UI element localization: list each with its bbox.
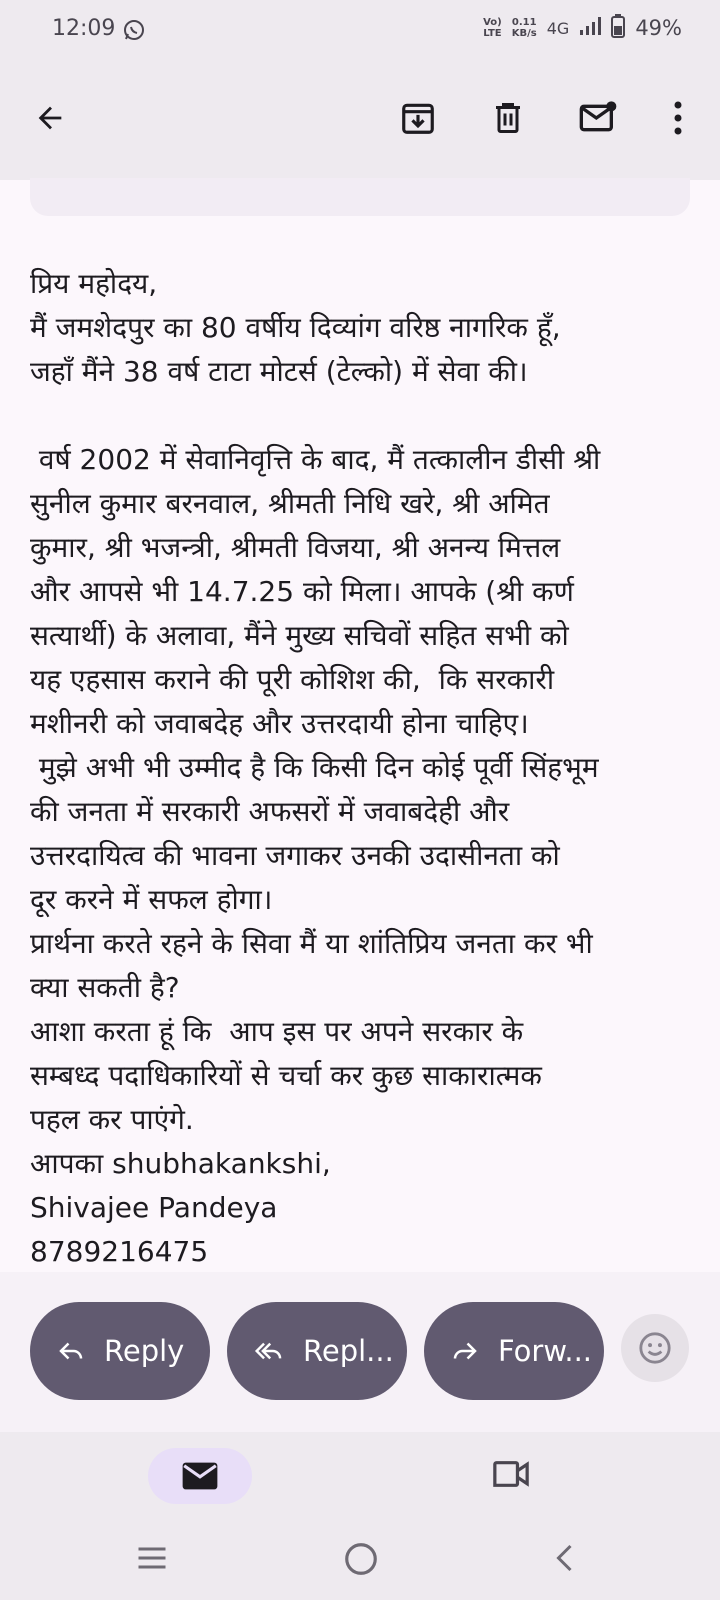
reply-all-button[interactable] (227, 1302, 407, 1400)
emoji-icon (638, 1331, 672, 1365)
battery-icon (611, 14, 625, 42)
speed-indicator: 0.11 KB/s (511, 17, 537, 39)
email-body: प्रिय महोदय, मैं जमशेदपुर का 80 वर्षीय दिव्यांग वरिष्ठ नागरिक हूँ, जहाँ मैंने 38 वर्ष टाटा मोटर्स (टेल्को) में सेवा की। वर्ष 2002 में सेवानिवृत्ति के बाद, मैं तत्कालीन डीसी श्री सुनील कुमार बरनवाल, श्रीमती निधि खरे, श्री अमित कुमार, श्री भजन्त्री, श्रीमती विजया, श्री अनन्य मित्तल और आपसे भी 14.7.25 को मिला। आपके (श्री कर्ण सत्यार्थी) के अलावा, मैंने मुख्य सचिवों सहित सभी को यह एहसास कराने की पूरी कोशिश की, कि सरकारी मशीनरी को जवाबदेह और उत्तरदायी होना चाहिए। मुझे अभी भी उम्मीद है कि किसी दिन कोई पूर्वी सिंहभूम की जनता में सरकारी अफसरों में जवाबदेही और उत्तरदायित्व की भावना जगाकर उनकी उदासीनता को दूर करने में सफल होगा। प्रार्थना करते रहने के सिवा मैं या शांतिप्रिय जनता कर भी क्या सकती है? आशा करता हूं कि आप इस पर अपने सरकार के सम्बध्द पदाधिकारियों से चर्चा कर कुछ साकारात्मक पहल कर पाएंगे. आपका shubhakankshi, Shivajee Pandeya 8789216475 (30, 267, 601, 1268)
reply-label: Reply (104, 1334, 185, 1368)
forward-icon (450, 1336, 480, 1366)
nav-meet-tab[interactable] (490, 1454, 532, 1498)
whatsapp-notification-icon (122, 18, 146, 46)
signal-icon (579, 16, 601, 40)
trash-icon (490, 100, 526, 136)
bottom-navigation (0, 1432, 720, 1520)
mail-icon (181, 1461, 219, 1491)
recents-button[interactable] (134, 1540, 170, 1580)
back-nav-button[interactable] (548, 1540, 584, 1580)
top-app-bar (0, 62, 720, 180)
emoji-reaction-button[interactable] (621, 1314, 689, 1382)
arrow-back-icon (33, 101, 67, 135)
forward-label: Forw... (498, 1334, 593, 1368)
header-card (30, 178, 690, 216)
reply-button[interactable] (30, 1302, 210, 1400)
system-navigation (0, 1520, 720, 1600)
reply-all-label: Repl... (303, 1334, 394, 1368)
status-bar (0, 0, 720, 62)
reply-all-icon (253, 1336, 285, 1366)
network-type: 4G (546, 18, 570, 38)
recents-icon (134, 1540, 170, 1576)
action-bar (0, 1272, 720, 1432)
archive-button[interactable] (390, 90, 446, 146)
nav-mail-tab[interactable] (148, 1448, 252, 1504)
back-button[interactable] (22, 90, 78, 146)
forward-button[interactable] (424, 1302, 604, 1400)
battery-percent: 49% (635, 16, 682, 40)
home-button[interactable] (342, 1540, 380, 1582)
reply-icon (56, 1336, 86, 1366)
delete-button[interactable] (480, 90, 536, 146)
volte-indicator: Vo) LTE (483, 17, 502, 39)
home-icon (342, 1540, 380, 1578)
back-chevron-icon (548, 1540, 584, 1576)
video-icon (490, 1454, 532, 1494)
status-time: 12:09 (52, 16, 116, 41)
mark-unread-button[interactable] (570, 90, 626, 146)
more-vert-icon (672, 100, 684, 136)
more-options-button[interactable] (650, 90, 706, 146)
mark-unread-icon (578, 98, 618, 138)
archive-icon (399, 99, 437, 137)
